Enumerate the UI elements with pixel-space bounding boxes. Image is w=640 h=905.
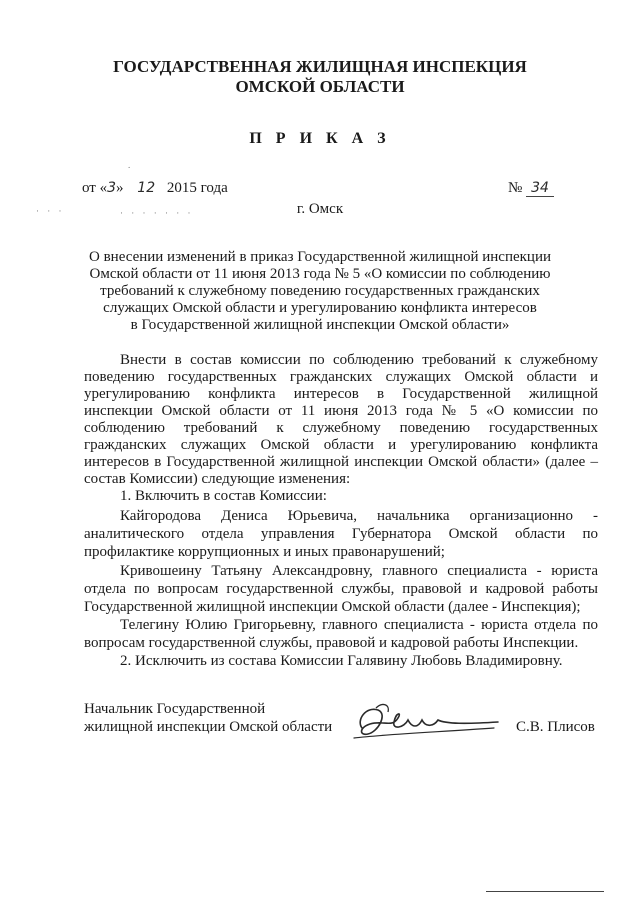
subject-line: служащих Омской области и урегулированию конфликта интересов: [103, 300, 537, 316]
body-line: аналитического отдела управления Губернатора Омской области по: [84, 526, 598, 542]
body-line: состав Комиссии) следующие изменения:: [84, 471, 351, 487]
signer-name: С.В. Плисов: [516, 719, 595, 735]
body-line: вопросам государственной службы, правовой и кадровой работы Инспекции.: [84, 635, 579, 651]
body-line: Государственной жилищной инспекции Омской области (далее - Инспекция);: [84, 599, 581, 615]
body-line: интересов в Государственной жилищной инспекции Омской области» (далее –: [84, 454, 598, 470]
handwritten-signature: [348, 698, 508, 744]
body-line: Телегину Юлию Григорьевну, главного специалиста - юриста отдела по: [120, 617, 598, 633]
subject-line: требований к служебному поведению государственных гражданских: [100, 283, 540, 299]
date-mid: »: [116, 180, 124, 196]
date-year: 2015 года: [166, 180, 228, 196]
date-day: 3: [107, 180, 117, 196]
body-line: поведению государственных гражданских служащих Омской области и: [84, 369, 598, 385]
document-type: П Р И К А З: [249, 130, 391, 147]
subject-line: Омской области от 11 июня 2013 года № 5 «О комиссии по соблюдению: [89, 266, 551, 282]
scan-dots: · · ·: [36, 206, 65, 216]
body-line: 2. Исключить из состава Комиссии Галявину Любовь Владимировну.: [120, 653, 563, 669]
body-line: 1. Включить в состав Комиссии:: [120, 488, 327, 504]
body-line: Кривошеину Татьяну Александровну, главного специалиста - юриста: [120, 563, 598, 579]
order-number: [508, 180, 554, 197]
number-label: №: [508, 180, 523, 196]
org-name-line2: ОМСКОЙ ОБЛАСТИ: [235, 77, 405, 96]
subject-line: в Государственной жилищной инспекции Омской области»: [130, 317, 510, 333]
body-line: Кайгородова Дениса Юрьевича, начальника организационно -: [120, 508, 598, 524]
scan-dots: .: [128, 160, 134, 170]
body-line: отдела по вопросам государственной службы, правовой и кадровой работы: [84, 581, 598, 597]
body-line: Внести в состав комиссии по соблюдению требований к служебному: [120, 352, 598, 368]
body-line: урегулированию конфликта интересов в Государственной жилищной: [84, 386, 598, 402]
scan-edge-line: [486, 891, 604, 892]
date-prefix: от «: [82, 180, 108, 196]
order-subject: [0, 249, 640, 334]
city: г. Омск: [296, 201, 344, 217]
number-value: 34: [526, 180, 554, 197]
body-line: инспекции Омской области от 11 июня 2013 года № 5 «О комиссии по: [84, 403, 598, 419]
body-line: соблюдению требований к служебному поведению государственных: [84, 420, 598, 436]
subject-line: О внесении изменений в приказ Государственной жилищной инспекции: [89, 249, 551, 265]
body-line: гражданских служащих Омской области и урегулированию конфликта: [84, 437, 598, 453]
body-line: профилактике коррупционных и иных правонарушений;: [84, 544, 445, 560]
scan-dots: · · · · · · ·: [120, 208, 194, 218]
signer-position-line2: жилищной инспекции Омской области: [84, 719, 333, 735]
order-date: [82, 180, 228, 197]
org-name-line1: ГОСУДАРСТВЕННАЯ ЖИЛИЩНАЯ ИНСПЕКЦИЯ: [113, 57, 527, 76]
date-month: 12: [137, 180, 156, 196]
signer-position-line1: Начальник Государственной: [84, 701, 266, 717]
